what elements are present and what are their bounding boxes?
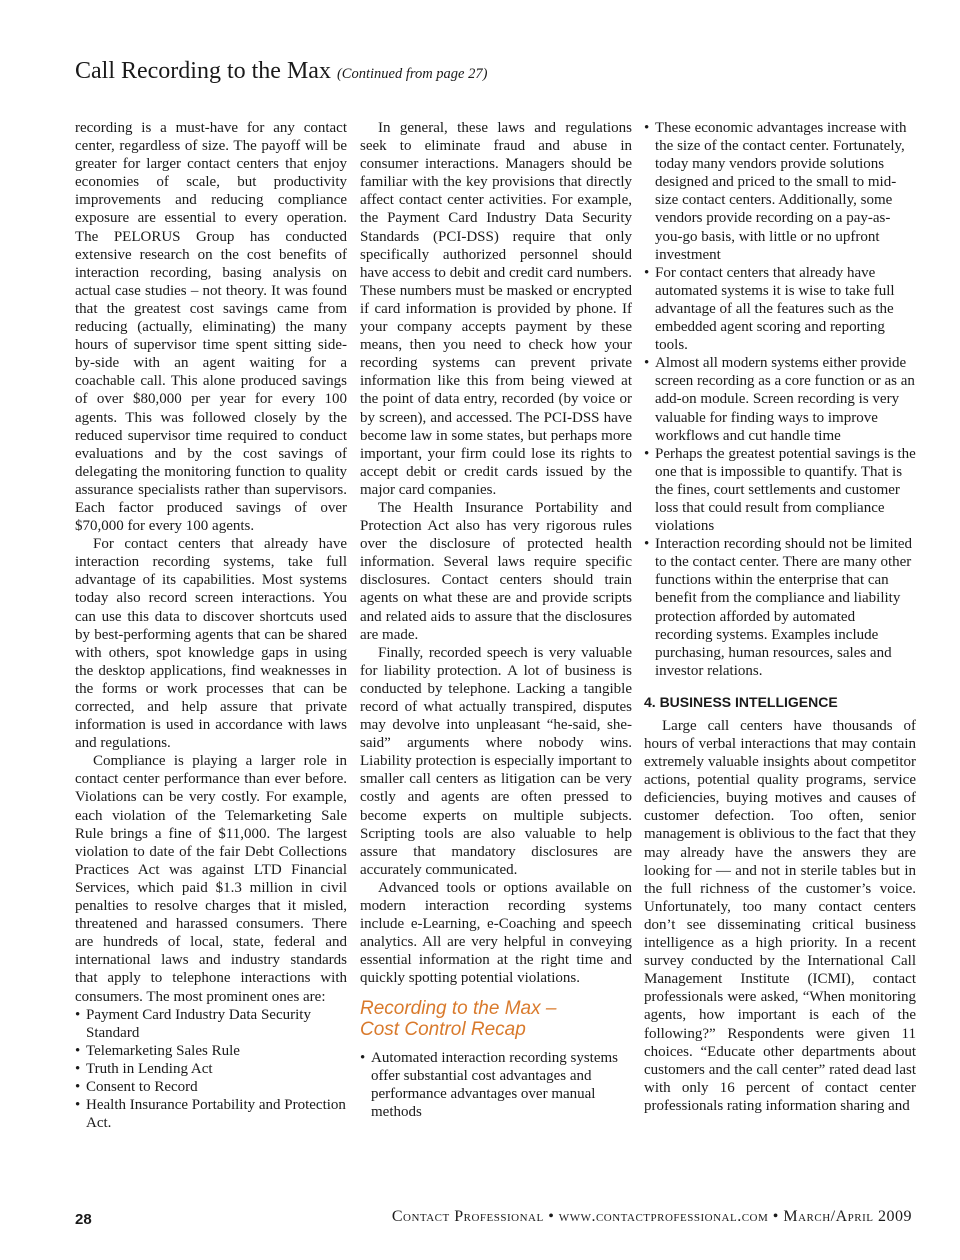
paragraph: Finally, recorded speech is very valuable for liability protection. A lot of business is conducted by telephone. Lacking a tangible record of what actually transpired, disputes may devolve into unpleasant “he-said, she-said” arguments where nobody wins. Liability protection is especially important to smaller call centers as litigation can be very costly and agents are often pressed to become experts on multiple subjects. Scripting tools are also valuable to help assure that mandatory disclosures are accurately communicated. (360, 644, 632, 878)
paragraph: In general, these laws and regulations seek to eliminate fraud and abuse in consumer interactions. Managers should be familiar with the key provisions that directly affect contact center activities. For example, the Payment Card Industry Data Security Standards (PCI-DSS) require that only specifically authorized personnel should have access to debit and credit card numbers. These numbers must be masked or encrypted if card information is provided by phone. If your company accepts payment by these means, then you need to check how your recording systems can prevent private information like this from being viewed at the point of data entry, recorded (by voice or by screen), and accessed. The PCI-DSS have become law in some states, but perhaps more important, your firm could lose its rights to accept debit or credit cards issued by the major card companies. (360, 120, 632, 498)
list-item: • Automated interaction recording systems offer substantial cost advantages and performance advantages over manual methods (360, 1049, 632, 1121)
paragraph: recording is a must-have for any contact center, regardless of size. The payoff will be greater for larger contact centers that enjoy economies of scale, but productivity improvements and reducing compliance exposure are essential to every operation. The PELORUS Group has conducted extensive research on the cost benefits of interaction recording, basing analysis on actual case studies – not theory. It was found that the greatest cost savings came from reducing (actually, eliminating) the many hours of supervisor time spent sitting side-by-side with an agent waiting for a coachable call. This alone produced savings of over $80,000 per year for every 100 agents. This was followed closely by the reduced supervisor time required to conduct evaluations and by the cost savings of delegating the monitoring function to quality assurance specialists rather than supervisors. Each factor produced savings of over $70,000 for every 100 agents. (75, 120, 347, 535)
list-item: • Almost all modern systems either provide screen recording as a core function or as an add-on module. Screen recording is very valuable for finding ways to improve workflows and cut handle time (644, 354, 916, 444)
list-item: • Payment Card Industry Data Security Standard (75, 1006, 347, 1042)
paragraph: For contact centers that already have interaction recording systems, take full advantage of its capabilities. Most systems today also record screen interactions. You can use this data to discover shortcuts used by best-performing agents that can be shared with others, spot knowledge gaps in using the desktop applications, find weaknesses in the forms or work processes that can be corrected, and help assure that private information is used in accordance with laws and regulations. (75, 536, 347, 752)
recap-list (360, 1049, 632, 1121)
paragraph: Large call centers have thousands of hours of verbal interactions that may contain extremely valuable insights about competitor actions, potential quality programs, service deficiencies, buying motives and causes of customer defection. Too often, senior management is oblivious to the fact that they may already have the answers they are looking for — and not in sterile tables but in the full richness of the customer’s voice. Unfortunately, too many contact centers don’t see disseminating critical business intelligence as a high priority. In a recent survey conducted by the International Call Management Institute (ICMI), contact professionals were asked, “When monitoring agents, how important is each of the following?” Respondents were given 11 choices. “Educate other departments about customers and the call center” rated dead last with only 16 percent of contact center professionals rating information sharing and (644, 717, 916, 1114)
list-item: • These economic advantages increase with the size of the contact center. Fortunately, today many vendors provide solutions designed and priced to the small to mid-size contact centers. Additionally, some vendors provide recording on a pay-as-you-go basis, with little or no upfront investment (644, 119, 916, 264)
list-item: • Health Insurance Portability and Protection Act. (75, 1096, 347, 1132)
list-item: • Telemarketing Sales Rule (75, 1042, 347, 1060)
column-3 (644, 119, 916, 1189)
list-item: • Consent to Record (75, 1078, 347, 1096)
list-item: • Interaction recording should not be limited to the contact center. There are many other functions within the enterprise that can benefit from the compliance and liability protection afforded by automated recording systems. Examples include purchasing, human resources, sales and investor relations. (644, 535, 916, 680)
column-2 (360, 119, 632, 1189)
list-item: • Truth in Lending Act (75, 1060, 347, 1078)
publication-footer: Contact Professional • www.contactprofessional.com • March/April 2009 (391, 1208, 912, 1225)
section-heading: 4. BUSINESS INTELLIGENCE (644, 693, 838, 710)
paragraph: The Health Insurance Portability and Protection Act also has very rigorous rules over the disclosure of protected health information. Several laws require specific disclosures. Contact centers should train agents on what these are and provide scripts and related aids to assure that the disclosures are made. (360, 499, 632, 643)
regulations-list (75, 1006, 347, 1133)
paragraph: Compliance is playing a larger role in contact center performance than ever before. Violations can be very costly. For example, each violation of the Telemarketing Sale Rule brings a fine of $11,000. The largest violation to date of the fair Debt Collections Practices Act was against LTD Financial Services, which paid $1.3 million in civil penalties to resolve charges that it misled, threatened and harassed consumers. There are hundreds of local, state, federal and international laws and industry standards that apply to telephone interactions with consumers. The most prominent ones are: (75, 753, 347, 1005)
article-title: Call Recording to the Max (75, 58, 331, 84)
column-1 (75, 119, 347, 1189)
recap-list-continued (644, 119, 916, 680)
sidebar-heading-line: Recording to the Max – (360, 997, 557, 1019)
page-header (75, 56, 915, 89)
list-item: • For contact centers that already have automated systems it is wise to take full advantage of all the features such as the embedded agent scoring and reporting tools. (644, 264, 916, 354)
page-number: 28 (75, 1211, 92, 1228)
list-item: • Perhaps the greatest potential savings is the one that is impossible to quantify. That is the fines, court settlements and customer loss that could result from compliance violations (644, 445, 916, 535)
continued-note: (Continued from page 27) (336, 66, 488, 82)
sidebar-heading-line: Cost Control Recap (360, 1018, 526, 1040)
sidebar-heading (360, 998, 632, 1040)
paragraph: Advanced tools or options available on modern interaction recording systems include e-Learning, e-Coaching and speech analytics. All are very helpful in conveying essential information at the right time and quickly spotting potential violations. (360, 879, 632, 987)
